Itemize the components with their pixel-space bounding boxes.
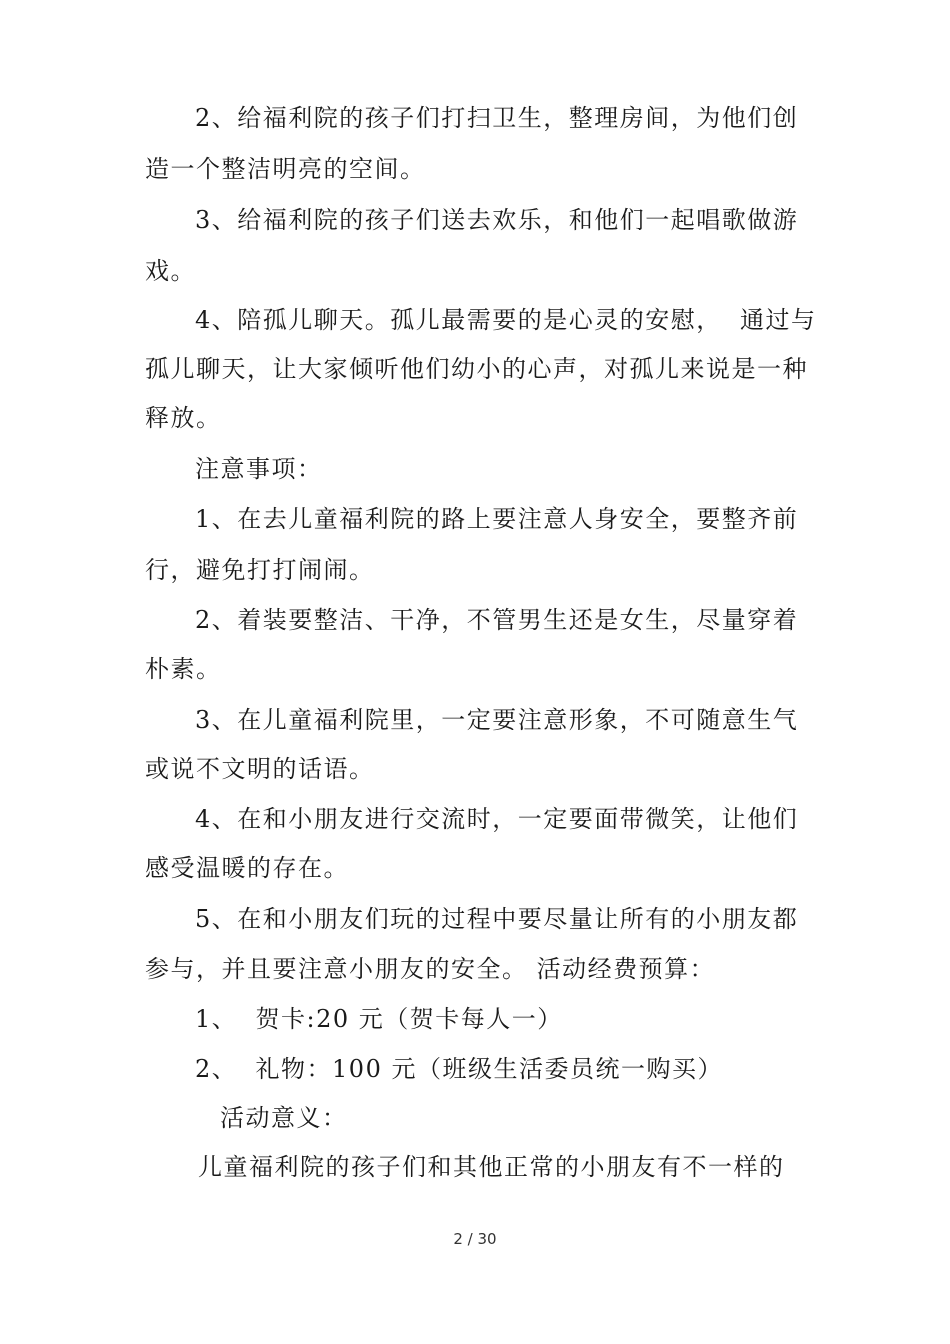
paragraph-line: 或说不文明的话语。 <box>145 755 375 783</box>
budget-item: 1、 贺卡:20 元（贺卡每人一） <box>195 1005 563 1033</box>
page-number: 2 / 30 <box>453 1230 497 1248</box>
budget-item: 2、 礼物：100 元（班级生活委员统一购买） <box>195 1055 723 1083</box>
section-heading: 注意事项： <box>195 455 323 483</box>
paragraph-line: 4、在和小朋友进行交流时，一定要面带微笑，让他们 <box>195 805 799 833</box>
paragraph-line: 行，避免打打闹闹。 <box>145 556 375 584</box>
paragraph-line: 3、在儿童福利院里，一定要注意形象，不可随意生气 <box>195 706 799 734</box>
section-heading: 活动意义： <box>220 1104 348 1132</box>
paragraph-line: 感受温暖的存在。 <box>145 854 349 882</box>
paragraph-line: 儿童福利院的孩子们和其他正常的小朋友有不一样的 <box>198 1153 785 1181</box>
paragraph-line: 1、在去儿童福利院的路上要注意人身安全，要整齐前 <box>195 505 799 533</box>
paragraph-line: 4、陪孤儿聊天。孤儿最需要的是心灵的安慰， 通过与 <box>195 306 817 334</box>
paragraph-line: 造一个整洁明亮的空间。 <box>145 155 426 183</box>
paragraph-line: 5、在和小朋友们玩的过程中要尽量让所有的小朋友都 <box>195 905 799 933</box>
paragraph-line: 孤儿聊天，让大家倾听他们幼小的心声，对孤儿来说是一种 <box>145 355 808 383</box>
paragraph-line: 戏。 <box>145 257 196 285</box>
paragraph-line: 2、给福利院的孩子们打扫卫生，整理房间，为他们创 <box>195 104 799 132</box>
paragraph-line: 参与，并且要注意小朋友的安全。 活动经费预算： <box>145 955 716 983</box>
paragraph-line: 3、给福利院的孩子们送去欢乐，和他们一起唱歌做游 <box>195 206 799 234</box>
paragraph-line: 2、着装要整洁、干净，不管男生还是女生，尽量穿着 <box>195 606 799 634</box>
paragraph-line: 释放。 <box>145 404 222 432</box>
paragraph-line: 朴素。 <box>145 655 222 683</box>
